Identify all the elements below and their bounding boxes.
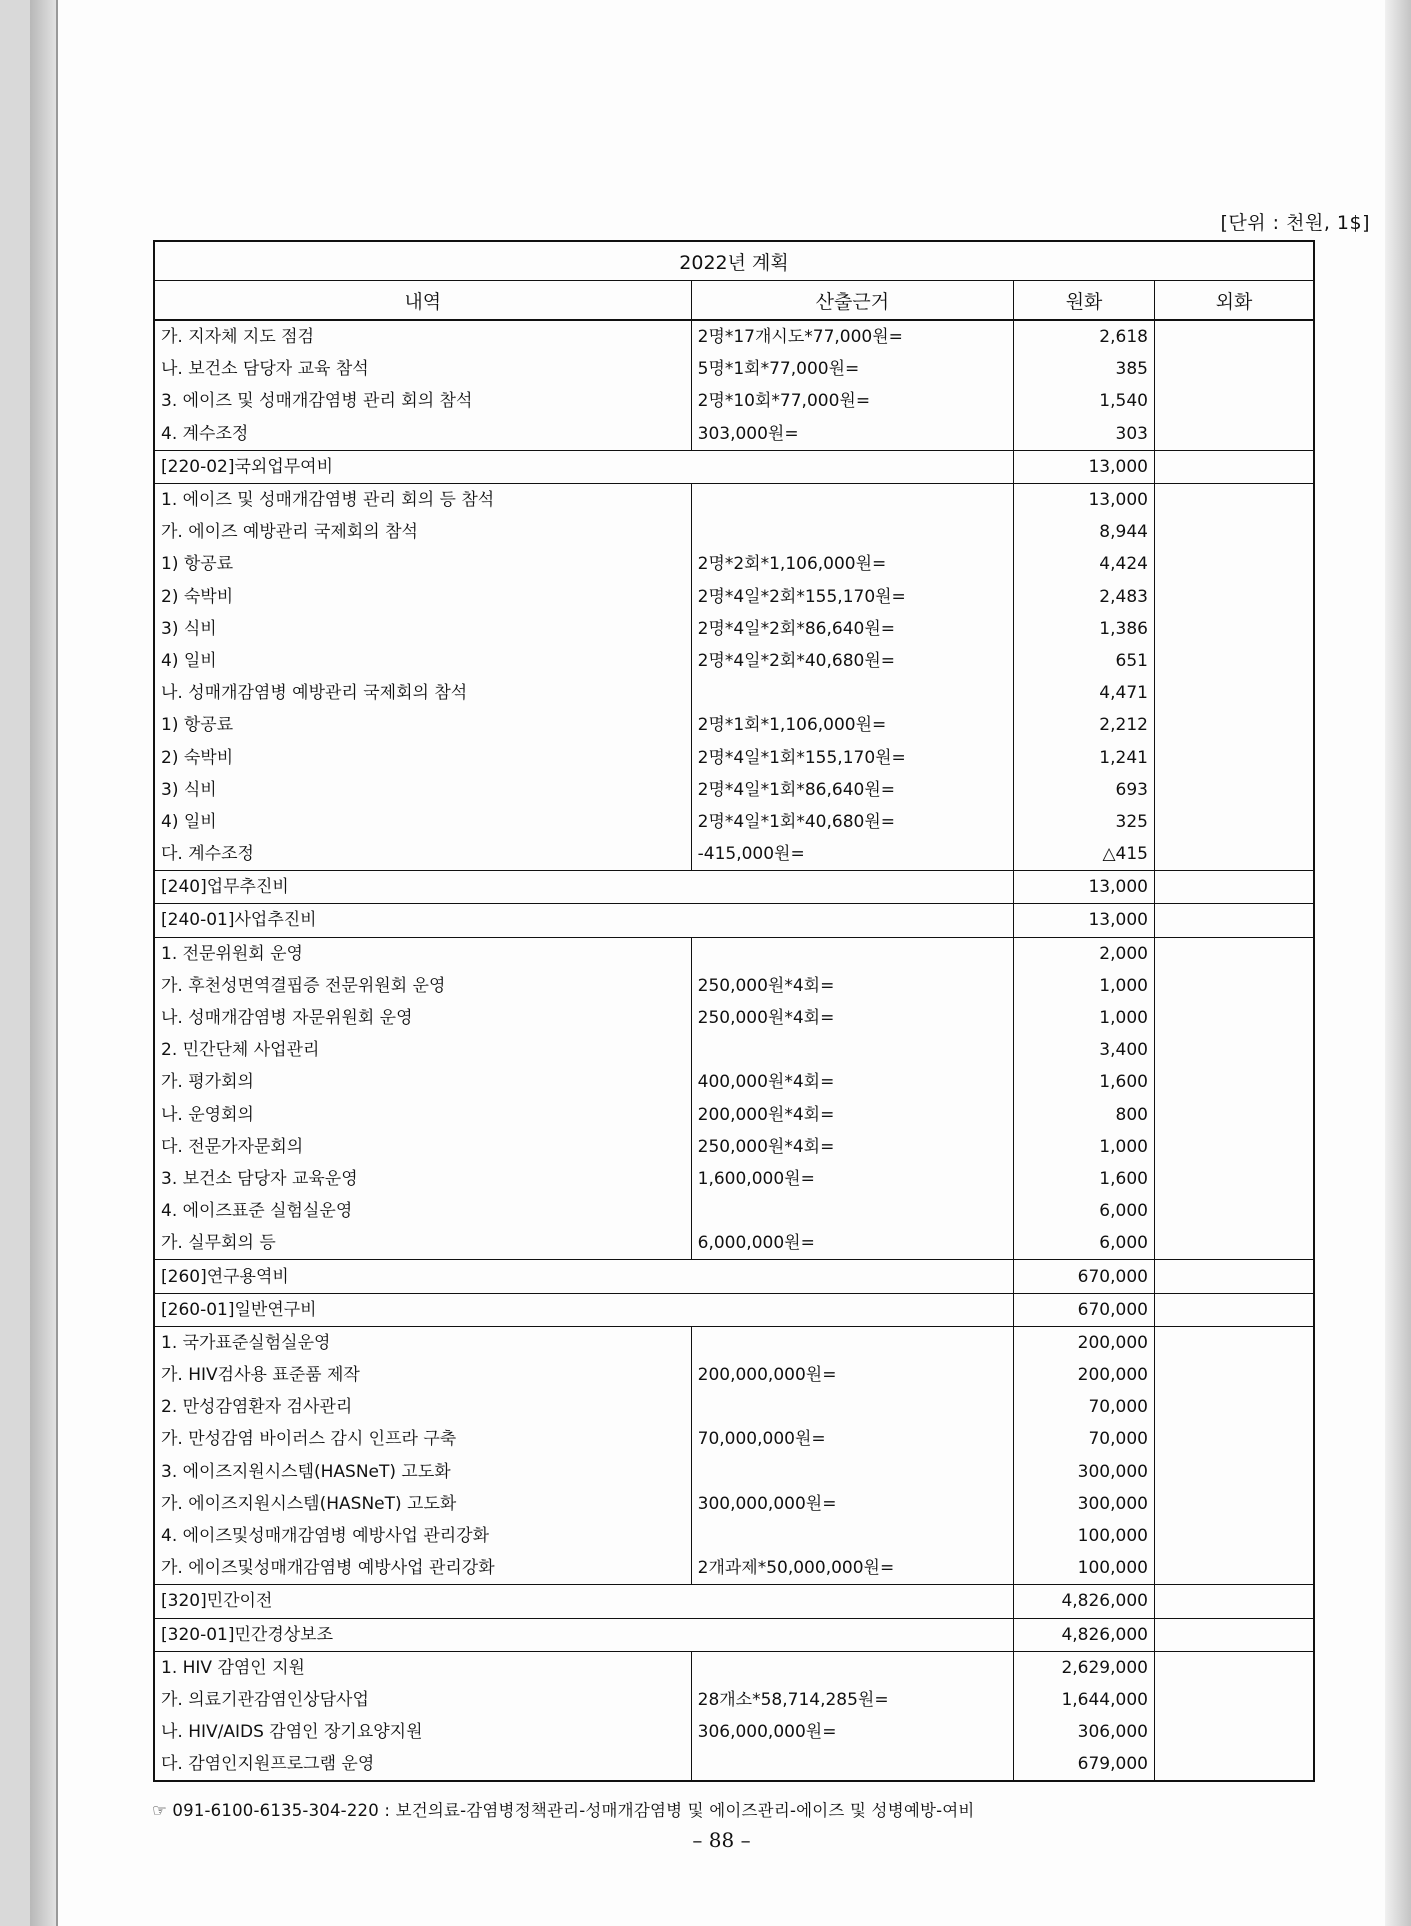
calculation-basis: 2개과제*50,000,000원= [691,1552,1014,1585]
table-row [154,1163,1314,1195]
krw-amount: 385 [1014,353,1155,385]
item-label: 2) 숙박비 [154,741,691,773]
table-row [154,418,1314,451]
calculation-basis: 250,000원*4회= [691,970,1014,1002]
krw-amount: 13,000 [1014,871,1155,904]
calculation-basis [691,483,1014,516]
foreign-amount [1154,645,1314,677]
item-label: 4) 일비 [154,806,691,838]
item-label: 4. 에이즈표준 실험실운영 [154,1195,691,1227]
item-label: 2) 숙박비 [154,581,691,613]
foreign-amount [1154,1488,1314,1520]
section-row [154,871,1314,904]
item-label: 3. 에이즈지원시스템(HASNeT) 고도화 [154,1456,691,1488]
foreign-amount [1154,1034,1314,1066]
foreign-amount [1154,1131,1314,1163]
calculation-basis [691,1391,1014,1423]
item-label: 1) 항공료 [154,709,691,741]
calculation-basis: 250,000원*4회= [691,1002,1014,1034]
table-row [154,1066,1314,1098]
foreign-amount [1154,838,1314,871]
item-label: 1. 전문위원회 운영 [154,937,691,970]
calculation-basis [691,1520,1014,1552]
table-row [154,970,1314,1002]
foreign-amount [1154,1552,1314,1585]
item-label: 가. 만성감염 바이러스 감시 인프라 구축 [154,1423,691,1455]
foreign-amount [1154,937,1314,970]
krw-amount: 3,400 [1014,1034,1155,1066]
table-row [154,1716,1314,1748]
item-label: 1. 국가표준실험실운영 [154,1326,691,1359]
table-row [154,1552,1314,1585]
foreign-amount [1154,1293,1314,1326]
foreign-amount [1154,548,1314,580]
krw-amount: 651 [1014,645,1155,677]
calculation-basis: 2명*4일*1회*86,640원= [691,774,1014,806]
table-row [154,1195,1314,1227]
item-label: 가. 지자체 지도 점검 [154,320,691,353]
foreign-amount [1154,320,1314,353]
column-header-basis: 산출근거 [691,281,1014,321]
krw-amount: 4,826,000 [1014,1585,1155,1618]
krw-amount: 100,000 [1014,1552,1155,1585]
krw-amount: 4,471 [1014,677,1155,709]
foreign-amount [1154,1066,1314,1098]
foreign-amount [1154,806,1314,838]
krw-amount: 1,600 [1014,1066,1155,1098]
foreign-amount [1154,1585,1314,1618]
table-row [154,1359,1314,1391]
section-label: [260]연구용역비 [154,1260,1014,1293]
item-label: 1) 항공료 [154,548,691,580]
table-row [154,1326,1314,1359]
item-label: 2. 만성감염환자 검사관리 [154,1391,691,1423]
krw-amount: 13,000 [1014,904,1155,937]
calculation-basis: 2명*10회*77,000원= [691,385,1014,417]
foreign-amount [1154,483,1314,516]
calculation-basis [691,1748,1014,1781]
item-label: 가. 에이즈 예방관리 국제회의 참석 [154,516,691,548]
calculation-basis: 2명*4일*2회*86,640원= [691,613,1014,645]
table-row [154,320,1314,353]
section-row [154,1293,1314,1326]
foreign-amount [1154,871,1314,904]
krw-amount: 1,000 [1014,970,1155,1002]
krw-amount: 70,000 [1014,1423,1155,1455]
table-row [154,548,1314,580]
table-row [154,385,1314,417]
unit-label: [단위 : 천원, 1$] [1220,212,1370,234]
krw-amount: 670,000 [1014,1260,1155,1293]
krw-amount: 4,826,000 [1014,1618,1155,1651]
krw-amount: 70,000 [1014,1391,1155,1423]
table-row [154,709,1314,741]
item-label: 나. 보건소 담당자 교육 참석 [154,353,691,385]
section-row [154,450,1314,483]
column-header-foreign: 외화 [1154,281,1314,321]
krw-amount: 2,000 [1014,937,1155,970]
krw-amount: 1,540 [1014,385,1155,417]
krw-amount: 800 [1014,1099,1155,1131]
item-label: 다. 전문가자문회의 [154,1131,691,1163]
foreign-amount [1154,904,1314,937]
foreign-amount [1154,1326,1314,1359]
foreign-amount [1154,1423,1314,1455]
plan-title: 2022년 계획 [154,241,1314,281]
item-label: 1. 에이즈 및 성매개감염병 관리 회의 등 참석 [154,483,691,516]
krw-amount: 200,000 [1014,1359,1155,1391]
calculation-basis: 2명*17개시도*77,000원= [691,320,1014,353]
table-row [154,645,1314,677]
calculation-basis [691,1456,1014,1488]
section-row [154,1585,1314,1618]
foreign-amount [1154,1002,1314,1034]
calculation-basis: 2명*4일*1회*155,170원= [691,741,1014,773]
item-label: 나. 성매개감염병 자문위원회 운영 [154,1002,691,1034]
calculation-basis: -415,000원= [691,838,1014,871]
table-row [154,806,1314,838]
foreign-amount [1154,418,1314,451]
table-row [154,838,1314,871]
item-label: 3. 보건소 담당자 교육운영 [154,1163,691,1195]
foreign-amount [1154,1618,1314,1651]
foreign-amount [1154,970,1314,1002]
calculation-basis: 1,600,000원= [691,1163,1014,1195]
krw-amount: 100,000 [1014,1520,1155,1552]
item-label: 3) 식비 [154,613,691,645]
table-row [154,353,1314,385]
foreign-amount [1154,1684,1314,1716]
krw-amount: 679,000 [1014,1748,1155,1781]
table-row [154,1423,1314,1455]
table-row [154,1456,1314,1488]
column-header-description: 내역 [154,281,691,321]
item-label: 4. 에이즈및성매개감염병 예방사업 관리강화 [154,1520,691,1552]
krw-amount: 2,629,000 [1014,1651,1155,1684]
table-row [154,1002,1314,1034]
section-label: [260-01]일반연구비 [154,1293,1014,1326]
krw-amount: △415 [1014,838,1155,871]
item-label: 나. 성매개감염병 예방관리 국제회의 참석 [154,677,691,709]
table-body [154,320,1314,1781]
section-row [154,1618,1314,1651]
krw-amount: 303 [1014,418,1155,451]
krw-amount: 13,000 [1014,483,1155,516]
table-row [154,1684,1314,1716]
calculation-basis: 2명*2회*1,106,000원= [691,548,1014,580]
item-label: 가. 평가회의 [154,1066,691,1098]
table-row [154,741,1314,773]
column-header-krw: 원화 [1014,281,1155,321]
calculation-basis: 5명*1회*77,000원= [691,353,1014,385]
footnote: ☞ 091-6100-6135-304-220 : 보건의료-감염병정책관리-성매개감염병 및 에이즈관리-에이즈 및 성병예방-여비 [152,1801,975,1820]
item-label: 3. 에이즈 및 성매개감염병 관리 회의 참석 [154,385,691,417]
krw-amount: 306,000 [1014,1716,1155,1748]
calculation-basis: 250,000원*4회= [691,1131,1014,1163]
foreign-amount [1154,353,1314,385]
krw-amount: 670,000 [1014,1293,1155,1326]
item-label: 가. 에이즈지원시스템(HASNeT) 고도화 [154,1488,691,1520]
item-label: 나. 운영회의 [154,1099,691,1131]
foreign-amount [1154,709,1314,741]
krw-amount: 1,000 [1014,1002,1155,1034]
table-row [154,613,1314,645]
calculation-basis: 303,000원= [691,418,1014,451]
foreign-amount [1154,1359,1314,1391]
krw-amount: 4,424 [1014,548,1155,580]
table-row [154,937,1314,970]
item-label: 다. 감염인지원프로그램 운영 [154,1748,691,1781]
krw-amount: 693 [1014,774,1155,806]
section-label: [320]민간이전 [154,1585,1014,1618]
document-page [56,0,1385,1926]
krw-amount: 300,000 [1014,1456,1155,1488]
krw-amount: 200,000 [1014,1326,1155,1359]
table-row [154,1651,1314,1684]
calculation-basis [691,516,1014,548]
budget-table [153,240,1315,1782]
krw-amount: 325 [1014,806,1155,838]
item-label: 4. 계수조정 [154,418,691,451]
foreign-amount [1154,1748,1314,1781]
foreign-amount [1154,385,1314,417]
item-label: 1. HIV 감염인 지원 [154,1651,691,1684]
foreign-amount [1154,1391,1314,1423]
krw-amount: 1,600 [1014,1163,1155,1195]
foreign-amount [1154,581,1314,613]
section-row [154,904,1314,937]
foreign-amount [1154,613,1314,645]
foreign-amount [1154,1651,1314,1684]
item-label: 나. HIV/AIDS 감염인 장기요양지원 [154,1716,691,1748]
foreign-amount [1154,677,1314,709]
item-label: 4) 일비 [154,645,691,677]
krw-amount: 6,000 [1014,1227,1155,1260]
foreign-amount [1154,741,1314,773]
calculation-basis: 2명*4일*1회*40,680원= [691,806,1014,838]
foreign-amount [1154,1716,1314,1748]
krw-amount: 1,000 [1014,1131,1155,1163]
table-row [154,1099,1314,1131]
table-row [154,1488,1314,1520]
calculation-basis [691,1195,1014,1227]
item-label: 가. 실무회의 등 [154,1227,691,1260]
foreign-amount [1154,450,1314,483]
krw-amount: 1,241 [1014,741,1155,773]
foreign-amount [1154,774,1314,806]
table-row [154,1520,1314,1552]
item-label: 3) 식비 [154,774,691,806]
calculation-basis [691,677,1014,709]
calculation-basis: 2명*4일*2회*40,680원= [691,645,1014,677]
krw-amount: 8,944 [1014,516,1155,548]
foreign-amount [1154,1260,1314,1293]
krw-amount: 1,644,000 [1014,1684,1155,1716]
krw-amount: 1,386 [1014,613,1155,645]
foreign-amount [1154,1099,1314,1131]
krw-amount: 6,000 [1014,1195,1155,1227]
section-label: [240]업무추진비 [154,871,1014,904]
item-label: 다. 계수조정 [154,838,691,871]
foreign-amount [1154,1227,1314,1260]
calculation-basis: 306,000,000원= [691,1716,1014,1748]
foreign-amount [1154,1456,1314,1488]
foreign-amount [1154,1163,1314,1195]
calculation-basis: 200,000,000원= [691,1359,1014,1391]
calculation-basis: 6,000,000원= [691,1227,1014,1260]
item-label: 가. 의료기관감염인상담사업 [154,1684,691,1716]
table-row [154,774,1314,806]
calculation-basis [691,1034,1014,1066]
krw-amount: 2,212 [1014,709,1155,741]
table-row [154,581,1314,613]
item-label: 2. 민간단체 사업관리 [154,1034,691,1066]
calculation-basis: 300,000,000원= [691,1488,1014,1520]
section-row [154,1260,1314,1293]
table-row [154,1034,1314,1066]
calculation-basis: 400,000원*4회= [691,1066,1014,1098]
calculation-basis: 70,000,000원= [691,1423,1014,1455]
table-row [154,1391,1314,1423]
page-number: – 88 – [692,1828,751,1852]
foreign-amount [1154,1520,1314,1552]
krw-amount: 300,000 [1014,1488,1155,1520]
krw-amount: 13,000 [1014,450,1155,483]
foreign-amount [1154,1195,1314,1227]
calculation-basis [691,1326,1014,1359]
krw-amount: 2,483 [1014,581,1155,613]
foreign-amount [1154,516,1314,548]
item-label: 가. 에이즈및성매개감염병 예방사업 관리강화 [154,1552,691,1585]
item-label: 가. 후천성면역결핍증 전문위원회 운영 [154,970,691,1002]
item-label: 가. HIV검사용 표준품 제작 [154,1359,691,1391]
table-row [154,677,1314,709]
table-row [154,483,1314,516]
section-label: [320-01]민간경상보조 [154,1618,1014,1651]
section-label: [220-02]국외업무여비 [154,450,1014,483]
calculation-basis: 200,000원*4회= [691,1099,1014,1131]
table-row [154,1748,1314,1781]
calculation-basis: 2명*1회*1,106,000원= [691,709,1014,741]
table-row [154,1227,1314,1260]
calculation-basis: 28개소*58,714,285원= [691,1684,1014,1716]
krw-amount: 2,618 [1014,320,1155,353]
calculation-basis [691,937,1014,970]
table-row [154,1131,1314,1163]
section-label: [240-01]사업추진비 [154,904,1014,937]
table-row [154,516,1314,548]
calculation-basis [691,1651,1014,1684]
calculation-basis: 2명*4일*2회*155,170원= [691,581,1014,613]
page-edge-right [1383,0,1411,1926]
